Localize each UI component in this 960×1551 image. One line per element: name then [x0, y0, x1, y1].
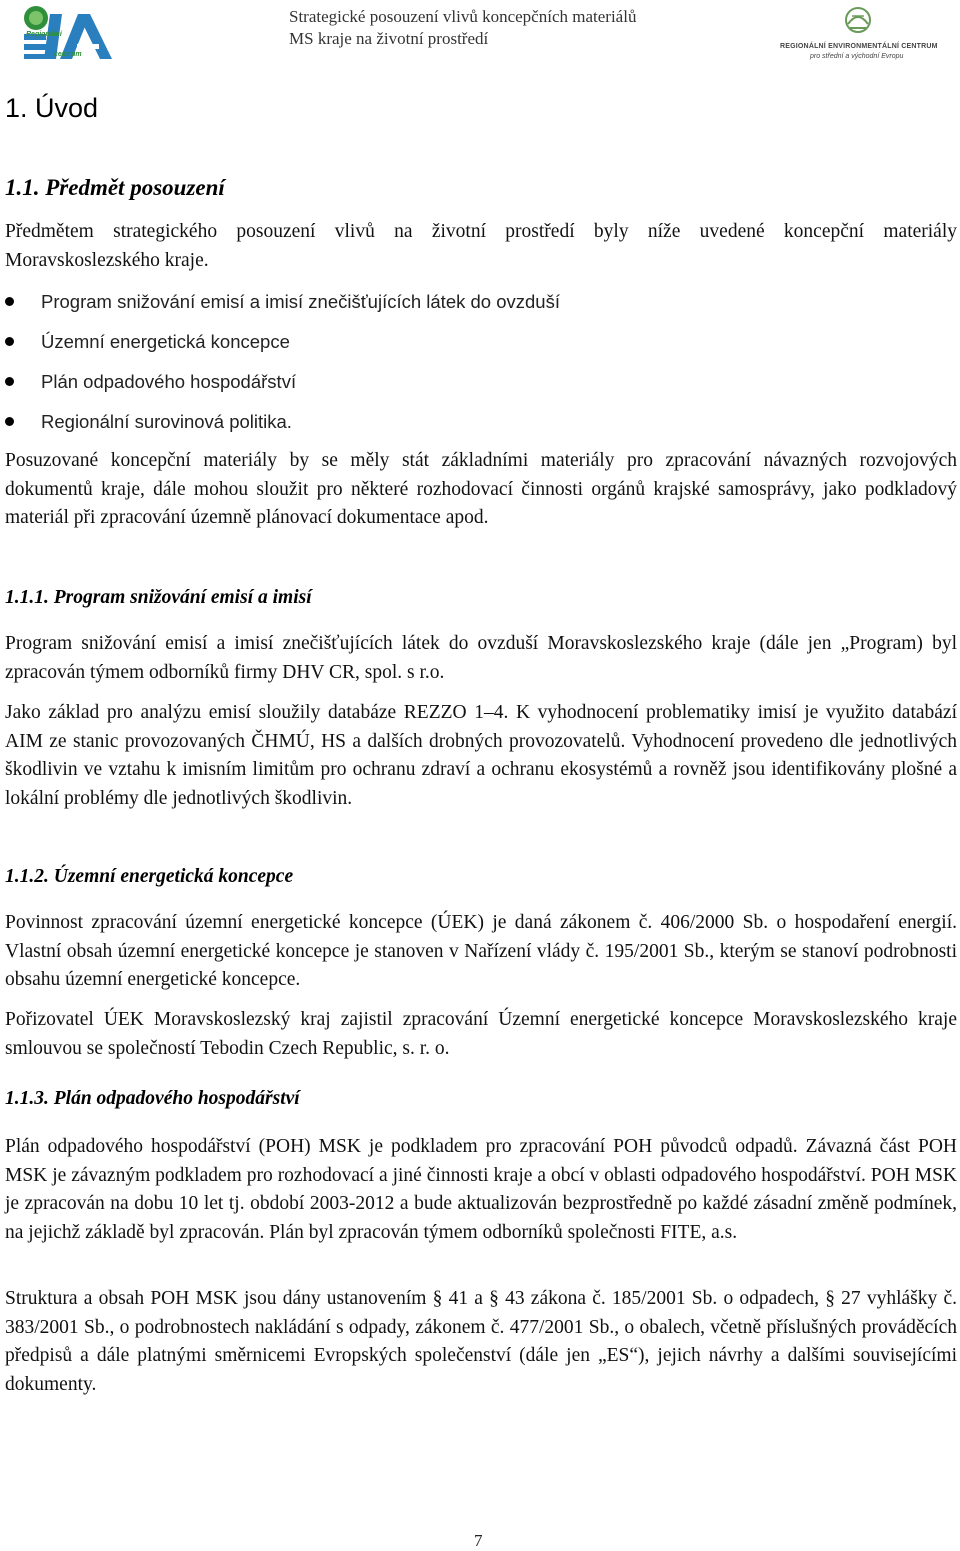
header-title-line2: MS kraje na životní prostředí [289, 29, 489, 48]
page-number: 7 [474, 1531, 483, 1550]
energy-paragraph-2: Pořizovatel ÚEK Moravskoslezský kraj zajistil zpracování Územní energetické koncepce Moravskoslezského kraje smlouvou se společností Tebodin Czech Republic, s. r. o. [5, 1009, 957, 1059]
rec-logo-line1: REGIONÁLNÍ ENVIRONMENTÁLNÍ CENTRUM [780, 43, 938, 50]
header-title [289, 6, 636, 50]
subsection-heading-program: 1.1.1. Program snižování emisí a imisí [5, 587, 312, 608]
program-paragraph-1: Program snižování emisí a imisí znečišťujících látek do ovzduší Moravskoslezského kraje (dále jen „Program) byl zpracován týmem odborníků firmy DHV CR, spol. s r.o. [5, 633, 957, 683]
purpose-paragraph: Posuzované koncepční materiály by se měly stát základními materiály pro zpracování návazných rozvojových dokumentů kraje, dále mohou sloužit pro některé rozhodovací činnosti orgánů krajské samosprávy, jako podkladový materiál při zpracování územně plánovací dokumentace apod. [5, 450, 957, 528]
bullet-icon [5, 297, 14, 306]
energy-paragraph-1: Povinnost zpracování územní energetické koncepce (ÚEK) je daná zákonem č. 406/2000 Sb. o hospodaření energií. Vlastní obsah územní energetické koncepce je stanoven v Nařízení vlády č. 195/2001 Sb., kterým se stanoví podrobnosti obsahu územní energetické koncepce. [5, 912, 957, 990]
waste-paragraph-2: Struktura a obsah POH MSK jsou dány ustanovením § 41 a § 43 zákona č. 185/2001 Sb. o odpadech, § 27 vyhlášky č. 383/2001 Sb., o podrobnostech nakládání s odpady, zákonem č. 477/2001 Sb., o obalech, včetně příslušných prováděcích předpisů a dále platnými směrnicemi Evropských společenství (dále jen „ES“), jejich návrhy a dalšími souvisejícími dokumenty. [5, 1288, 957, 1395]
chapter-heading: 1. Úvod [5, 93, 99, 123]
subsection-heading-waste: 1.1.3. Plán odpadového hospodářství [5, 1088, 300, 1109]
svg-text:Regionální: Regionální [26, 31, 62, 38]
bullet-icon [5, 417, 14, 426]
section-heading: 1.1. Předmět posouzení [5, 175, 225, 200]
subsection-heading-energy: 1.1.2. Územní energetická koncepce [5, 866, 294, 887]
list-item-text: Program snižování emisí a imisí znečišťujících látek do ovzduší [41, 291, 560, 312]
eia-logo [20, 4, 115, 60]
list-item-text: Plán odpadového hospodářství [41, 371, 297, 392]
waste-paragraph-1: Plán odpadového hospodářství (POH) MSK je podkladem pro zpracování POH původců odpadů. Závazná část POH MSK je závazným podkladem pro rozhodovací a jiné činnosti kraje a obcí v oblasti odpadového hospodářství. POH MSK je zpracován na dobu 10 let tj. období 2003-2012 a bude aktualizován bezprostředně po každé zásadní změně podmínek, na jejichž základě byl zpracován. Plán byl zpracován týmem odborníků společnosti FITE, a.s. [5, 1136, 957, 1243]
list-item-text: Regionální surovinová politika. [41, 411, 292, 432]
bullet-icon [5, 337, 14, 346]
program-paragraph-2: Jako základ pro analýzu emisí sloužily databáze REZZO 1–4. K vyhodnocení problematiky imisí je využito databází AIM ze stanic provozovaných ČHMÚ, HS a dalších drobných provozovatelů. Vyhodnocení provedeno dle jednotlivých škodlivin ve vztahu k imisním limitům pro ochranu zdraví a ochranu ekosystémů a rovněž jsou identifikovány plošné a lokální problémy dle jednotlivých škodlivin. [5, 702, 957, 809]
rec-logo [778, 6, 938, 62]
header-title-line1: Strategické posouzení vlivů koncepčních materiálů [289, 7, 637, 26]
rec-logo-line2: pro střední a východní Evropu [810, 53, 904, 60]
list-item-text: Územní energetická koncepce [41, 331, 290, 352]
intro-paragraph: Předmětem strategického posouzení vlivů na životní prostředí byly níže uvedené koncepční materiály Moravskoslezského kraje. [5, 221, 957, 271]
svg-text:centrum: centrum [54, 51, 82, 58]
bullet-icon [5, 377, 14, 386]
